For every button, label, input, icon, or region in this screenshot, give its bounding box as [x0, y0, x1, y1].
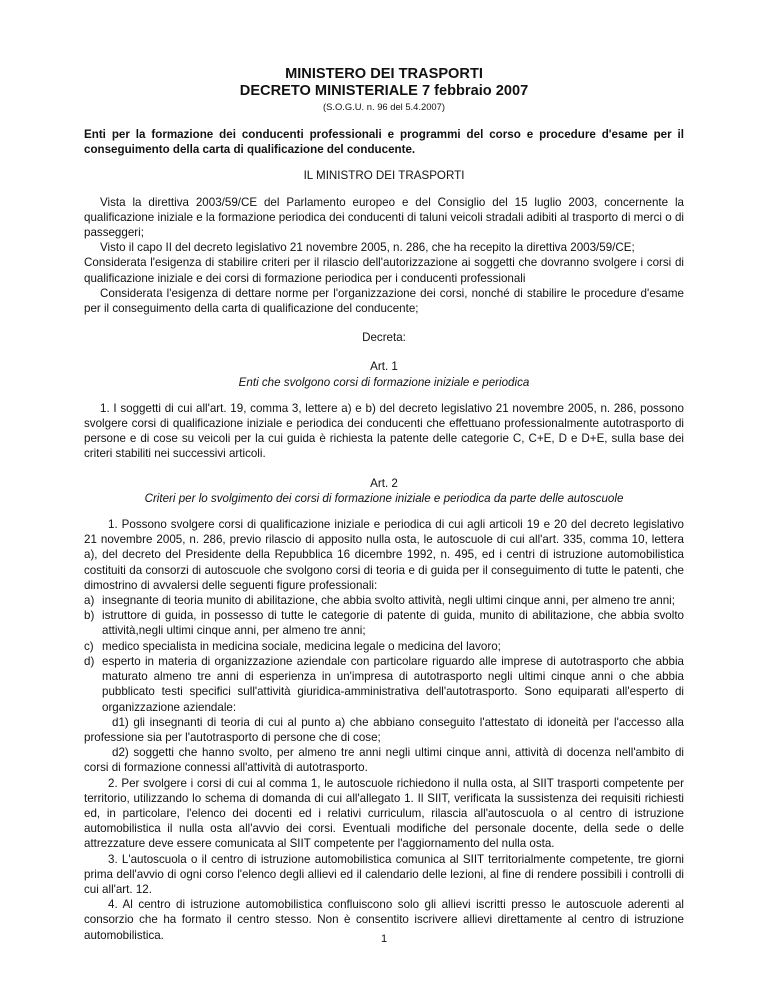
article-1-title: Enti che svolgono corsi di formazione iniziale e periodica — [238, 375, 530, 389]
ministry-heading: MINISTERO DEI TRASPORTI — [285, 66, 483, 82]
article-2-title: Criteri per lo svolgimento dei corsi di formazione iniziale e periodica da parte delle autoscuole — [144, 491, 624, 505]
article-2-paragraph-4: 4. Al centro di istruzione automobilistica confluiscono solo gli allievi iscritti presso le autoscuole aderenti al consorzio che ha formato il centro stesso. Non è consentito iscrivere allievi direttamente al centro di istruzione automobilistica. — [84, 898, 684, 942]
article-1-number: Art. 1 — [370, 360, 398, 374]
decreta-heading: Decreta: — [362, 331, 406, 345]
preamble-paragraph: Considerata l'esigenza di stabilire criteri per il rilascio dell'autorizzazione ai soggetti che dovranno svolgere i corsi di qualificazione iniziale e dei corsi di formazione periodica per i conducenti professionali — [84, 256, 684, 285]
list-marker: d) — [84, 654, 95, 668]
list-item — [84, 608, 684, 638]
sub-item-d2: d2) soggetti che hanno svolto, per almeno tre anni negli ultimi cinque anni, attività di docenza nell'ambito di corsi di formazione connessi all'attività di autotrasporto. — [84, 746, 684, 775]
decree-subject: Enti per la formazione dei conducenti professionali e programmi del corso e procedure d'esame per il conseguimento della carta di qualificazione del conducente. — [84, 128, 684, 157]
list-item — [84, 639, 684, 654]
article-2-paragraph-3: 3. L'autoscuola o il centro di istruzione automobilistica comunica al SIIT territorialmente competente, tre giorni prima dell'avvio di ogni corso l'elenco degli allievi ed il calendario delle lezioni, al fine di rendere possibili i controlli di cui all'art. 12. — [84, 852, 684, 896]
decree-title: DECRETO MINISTERIALE 7 febbraio 2007 — [239, 83, 529, 99]
article-1-paragraph-1: 1. I soggetti di cui all'art. 19, comma 3, lettere a) e b) del decreto legislativo 21 novembre 2005, n. 286, possono svolgere corsi di qualificazione iniziale e periodica dei conducenti che effettuano professionalmente autotrasporto di persone e di cose su veicoli per la cui guida è richiesta la patente delle categorie C, C+E, D e D+E, sulla base dei criteri stabiliti nei successivi articoli. — [84, 401, 684, 461]
page-number: 1 — [380, 933, 388, 945]
authority-line: IL MINISTRO DEI TRASPORTI — [303, 169, 465, 183]
preamble-paragraph: Visto il capo II del decreto legislativo 21 novembre 2005, n. 286, che ha recepito la direttiva 2003/59/CE; — [100, 241, 635, 255]
list-marker: b) — [84, 609, 95, 623]
article-2-number: Art. 2 — [370, 476, 398, 490]
article-2-paragraph-2: 2. Per svolgere i corsi di cui al comma 1, le autoscuole richiedono il nulla osta, al SIIT trasporti competente per territorio, utilizzando lo schema di domanda di cui all'allegato 1. Il SIIT, verificata la sussistenza dei requisiti richiesti ed, in particolare, l'elenco dei docenti ed i relativi curriculum, rilascia all'autoscuola o al centro di istruzione automobilistica il nulla osta all'avvio dei corsi. Eventuali modifiche del personale docente, della sede o delle attrezzature deve essere comunicata al SIIT competente per l'aggiornamento del nulla osta. — [84, 776, 684, 851]
list-item-text: istruttore di guida, in possesso di tutte le categorie di patente di guida, munito di abilitazione, che abbia svolto attività,negli ultimi cinque anni, per almeno tre anni; — [102, 609, 684, 638]
list-item — [84, 593, 684, 608]
preamble-paragraph: Vista la direttiva 2003/59/CE del Parlamento europeo e del Consiglio del 15 luglio 2003, concernente la qualificazione iniziale e la formazione periodica dei conducenti di taluni veicoli stradali adibiti al trasporto di merci o di passeggeri; — [84, 195, 684, 240]
list-item-text: insegnante di teoria munito di abilitazione, che abbia svolto attività, negli ultimi cinque anni, per almeno tre anni; — [102, 594, 675, 608]
preamble-paragraph: Considerata l'esigenza di dettare norme per l'organizzazione dei corsi, nonché di stabilire le procedure d'esame per il conseguimento della carta di qualificazione del conducente; — [84, 286, 684, 316]
preamble — [84, 195, 684, 317]
gazette-reference: (S.O.G.U. n. 96 del 5.4.2007) — [323, 101, 445, 112]
article-2-paragraph-1: 1. Possono svolgere corsi di qualificazione iniziale e periodica di cui agli articoli 19 e 20 del decreto legislativo 21 novembre 2005, n. 286, previo rilascio di apposito nulla osta, le autoscuole di cui all'art. 335, comma 10, lettera a), del decreto del Presidente della Repubblica 16 dicembre 1992, n. 495, ed i centri di istruzione automobilistica costituiti da consorzi di autoscuole che svolgono corsi di teoria e di guida per il conseguimento di tutte le patenti, che dimostrino di avvalersi delle seguenti figure professionali: — [84, 518, 684, 592]
list-item-text: esperto in materia di organizzazione aziendale con particolare riguardo alle imprese di autotrasporto che abbia maturato almeno tre anni di esperienza in un'impresa di autotrasporto negli ultimi cinque anni o che abbia pubblicato testi specifici sull'attività giuridica-amministrativa dell'autotrasporto. Sono equiparati all'esperto di organizzazione aziendale: — [102, 654, 684, 714]
list-marker: a) — [84, 594, 95, 608]
list-item — [84, 654, 684, 715]
list-item-text: medico specialista in medicina sociale, medicina legale o medicina del lavoro; — [102, 639, 501, 653]
requirements-list — [84, 593, 684, 715]
sub-item-d1: d1) gli insegnanti di teoria di cui al punto a) che abbiano conseguito l'attestato di idoneità per l'accesso alla professione sia per l'autotrasporto di persone che di cose; — [84, 715, 684, 744]
list-marker: c) — [84, 639, 94, 653]
